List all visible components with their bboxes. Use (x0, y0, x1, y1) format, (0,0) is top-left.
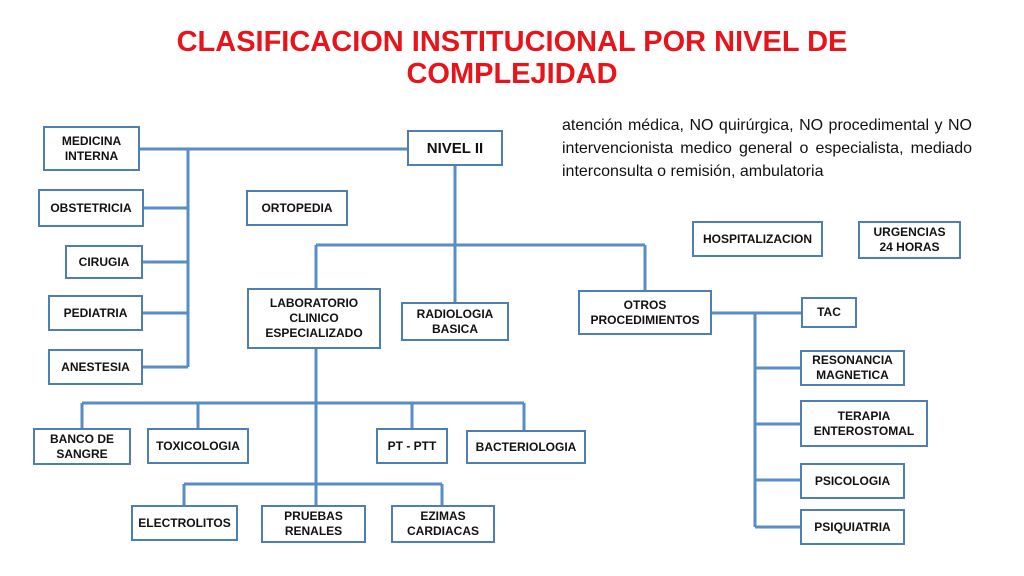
bacteriologia-box: BACTERIOLOGIA (466, 430, 586, 464)
electrolitos-box: ELECTROLITOS (131, 505, 238, 541)
terapia-enterostomal-box: TERAPIA ENTEROSTOMAL (800, 400, 928, 447)
toxicologia-box: TOXICOLOGIA (147, 428, 249, 464)
pediatria-box: PEDIATRIA (48, 295, 143, 331)
anestesia-box: ANESTESIA (48, 349, 143, 385)
pt-ptt-box: PT - PTT (376, 428, 448, 464)
medicina-interna-box: MEDICINA INTERNA (43, 126, 140, 171)
nivel-ii-box: NIVEL II (407, 130, 503, 166)
level-description: atención médica, NO quirúrgica, NO procedimental y NO intervencionista medico general o especialista, mediado interconsulta o remisión, ambulatoria (562, 117, 972, 180)
otros-procedimientos-box: OTROS PROCEDIMIENTOS (578, 290, 712, 335)
pruebas-renales-box: PRUEBAS RENALES (261, 505, 366, 543)
cirugia-box: CIRUGIA (65, 245, 143, 279)
obstetricia-box: OBSTETRICIA (38, 189, 144, 227)
ortopedia-box: ORTOPEDIA (246, 190, 348, 226)
urgencias-box: URGENCIAS 24 HORAS (858, 221, 961, 259)
tac-box: TAC (801, 297, 857, 328)
psiquiatria-box: PSIQUIATRIA (800, 509, 905, 545)
laboratorio-clinico-box: LABORATORIO CLINICO ESPECIALIZADO (247, 288, 381, 349)
page-title-line-1: CLASIFICACION INSTITUCIONAL POR NIVEL DE (176, 26, 848, 58)
banco-de-sangre-box: BANCO DE SANGRE (33, 428, 131, 465)
radiologia-basica-box: RADIOLOGIA BASICA (401, 302, 509, 341)
psicologia-box: PSICOLOGIA (800, 463, 905, 499)
hospitalizacion-box: HOSPITALIZACION (692, 221, 823, 257)
ezimas-cardiacas-box: EZIMAS CARDIACAS (391, 505, 495, 543)
page-title-line-2: COMPLEJIDAD (406, 58, 618, 90)
resonancia-magnetica-box: RESONANCIA MAGNETICA (800, 350, 905, 386)
